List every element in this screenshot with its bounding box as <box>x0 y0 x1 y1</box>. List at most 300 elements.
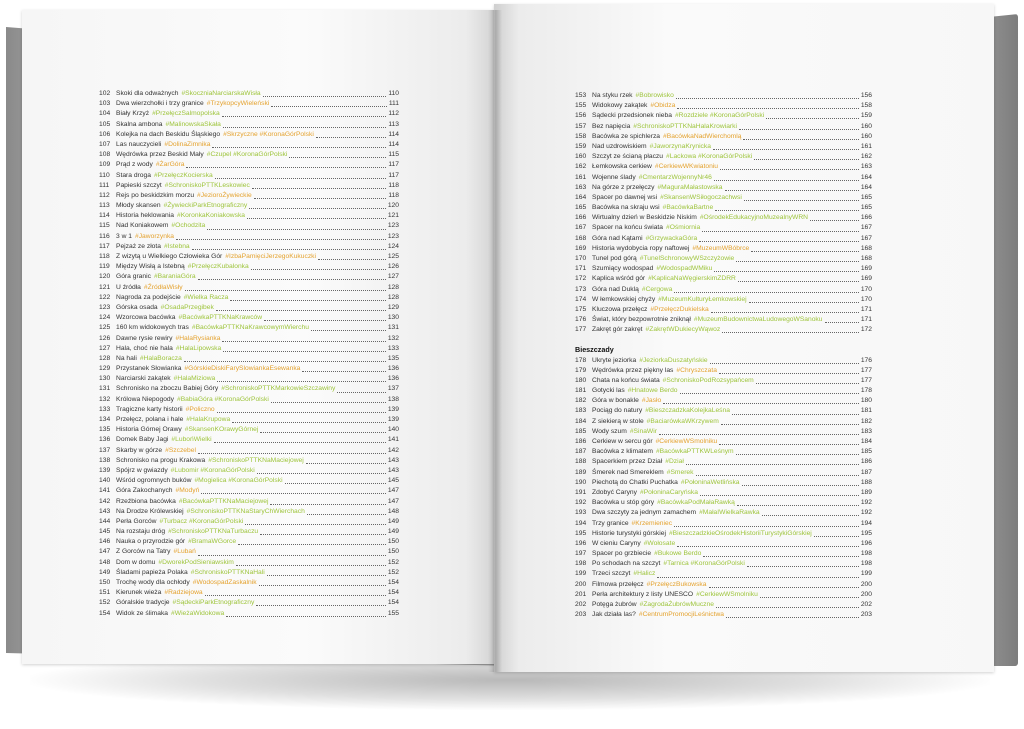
entry-hashtag: #CmentarzWojennyNr46 <box>638 173 712 181</box>
entry-hashtag: #ŹródłaWisły <box>143 283 183 291</box>
toc-entry <box>99 160 399 170</box>
toc-entry <box>99 558 399 568</box>
entry-title: Domek Baby Jagi <box>116 436 169 444</box>
dot-leader <box>749 301 859 303</box>
entry-page-number: 115 <box>388 151 399 159</box>
entry-title: Na hali <box>116 354 137 362</box>
entry-number: 176 <box>575 316 587 324</box>
dot-leader <box>713 148 859 150</box>
entry-number: 127 <box>99 344 111 352</box>
entry-hashtag: #Ochodzita <box>171 222 206 230</box>
entry-title: Góra nad Kątami <box>592 234 643 242</box>
dot-leader <box>756 382 859 384</box>
dot-leader <box>744 199 859 201</box>
dot-leader <box>663 402 859 404</box>
entry-number: 122 <box>99 293 111 301</box>
entry-title: Kierunek wieża <box>116 589 162 597</box>
book-spine-gutter <box>488 10 502 672</box>
entry-title: Przełęcz, polana i hale <box>116 416 184 423</box>
entry-page-number: 184 <box>860 438 872 445</box>
entry-number: 116 <box>99 232 110 240</box>
entry-page-number: 166 <box>860 214 872 222</box>
dot-leader <box>657 576 859 578</box>
entry-page-number: 155 <box>387 609 399 617</box>
entry-number: 167 <box>575 224 587 232</box>
entry-page-number: 199 <box>860 570 872 578</box>
dot-leader <box>743 138 858 140</box>
entry-page-number: 110 <box>388 90 399 97</box>
entry-hashtag: #Turbacz #KoronaGórPolski <box>159 517 244 525</box>
toc-entry <box>575 600 872 610</box>
entry-page-number: 168 <box>860 255 872 262</box>
entry-page-number: 198 <box>860 550 872 558</box>
toc-entry <box>99 354 399 364</box>
dot-leader <box>711 311 859 313</box>
toc-entry <box>575 580 872 590</box>
dot-leader <box>205 594 386 596</box>
dot-leader <box>747 565 859 567</box>
entry-title: Historia wydobycia ropy naftowej <box>592 244 690 252</box>
entry-page-number: 132 <box>387 334 399 342</box>
entry-title: Nad Koniakowem <box>116 222 169 230</box>
entry-number: 104 <box>99 110 111 118</box>
toc-entry <box>575 356 872 366</box>
entry-title: Kaplica wśród gór <box>592 275 646 283</box>
entry-title: Górska osada <box>116 303 158 311</box>
entry-hashtag: #WieżaWidokowa <box>171 609 225 617</box>
toc-entry <box>575 244 872 254</box>
toc-entry <box>99 242 399 252</box>
entry-title: Na Drodze Królewskiej <box>116 507 184 515</box>
entry-hashtag: #JeziorkaDuszatyńskie <box>639 356 708 364</box>
toc-entry <box>99 130 399 140</box>
left-table-of-contents <box>99 89 399 619</box>
entry-page-number: 192 <box>860 499 872 507</box>
entry-number: 157 <box>575 122 587 130</box>
toc-entry <box>575 91 872 101</box>
dot-leader <box>264 319 386 321</box>
entry-number: 111 <box>99 181 110 189</box>
entry-title: Jak działa las? <box>592 611 636 619</box>
entry-page-number: 126 <box>387 263 399 271</box>
entry-page-number: 170 <box>860 295 872 303</box>
toc-entry <box>99 456 399 466</box>
entry-title: Spacer po dawnej wsi <box>592 193 658 201</box>
entry-number: 162 <box>575 163 587 171</box>
entry-number: 137 <box>99 446 111 454</box>
toc-entry <box>99 323 399 333</box>
entry-page-number: 111 <box>388 100 399 108</box>
entry-hashtag: #PrzełęczSalmopolska <box>152 110 220 118</box>
entry-hashtag: #BacówkaPTTKNaKrawców <box>178 314 263 322</box>
entry-title: Dwa szczyty za jednym zamachem <box>592 509 697 517</box>
entry-page-number: 143 <box>387 466 399 474</box>
entry-page-number: 200 <box>860 580 872 588</box>
entry-page-number: 123 <box>387 232 399 240</box>
entry-page-number: 140 <box>387 426 399 434</box>
entry-hashtag: #Policzno <box>185 405 215 413</box>
entry-hashtag: #BabiaGóra #KoronaGórPolski <box>177 395 269 403</box>
entry-number: 118 <box>99 253 110 260</box>
dot-leader <box>230 299 386 301</box>
entry-page-number: 147 <box>387 497 399 505</box>
entry-hashtag: #MałaIWielkaRawka <box>699 509 760 517</box>
entry-title: Góra Zakochanych <box>116 487 173 495</box>
dot-leader <box>742 484 859 486</box>
entry-number: 177 <box>575 326 587 334</box>
entry-page-number: 128 <box>387 283 399 291</box>
dot-leader <box>260 533 386 535</box>
dot-leader <box>686 463 859 465</box>
entry-number: 108 <box>99 151 111 159</box>
dot-leader <box>201 492 386 494</box>
entry-title: W cieniu Caryny <box>592 539 641 547</box>
entry-title: Nagroda za podejście <box>116 293 181 301</box>
dot-leader <box>252 187 386 189</box>
entry-page-number: 117 <box>388 171 399 179</box>
entry-title: Perła architektury z listy UNESCO <box>592 590 694 598</box>
toc-entry <box>99 364 399 374</box>
entry-page-number: 203 <box>860 611 872 619</box>
toc-entry <box>575 305 872 315</box>
entry-page-number: 198 <box>860 560 872 568</box>
entry-title: Spójrz w gwiazdy <box>116 466 168 474</box>
toc-entry <box>99 171 399 181</box>
toc-entry <box>575 610 872 620</box>
entry-title: Świat, który bezpowrotnie zniknął <box>592 316 691 324</box>
entry-hashtag: #Wołosate <box>643 539 676 547</box>
entry-page-number: 118 <box>388 181 399 189</box>
entry-hashtag: #BacówkaPTTKNaKrawcowymWierchu <box>191 324 309 332</box>
entry-page-number: 195 <box>860 529 872 537</box>
entry-number: 198 <box>575 560 587 568</box>
entry-number: 202 <box>575 601 587 608</box>
dot-leader <box>739 128 859 130</box>
toc-entry <box>99 405 399 415</box>
entry-number: 149 <box>99 568 111 576</box>
entry-hashtag: #MuzeumWBóbrce <box>692 244 750 252</box>
dot-leader <box>217 380 386 382</box>
entry-hashtag: #Dział <box>665 458 684 466</box>
dot-leader <box>222 340 385 342</box>
entry-hashtag: #SinaWir <box>629 427 657 435</box>
toc-entry <box>575 376 872 386</box>
entry-hashtag: #Czupel #KoronaGórPolski <box>206 151 288 159</box>
dot-leader <box>710 362 859 364</box>
entry-title: Dom w domu <box>116 558 156 566</box>
dot-leader <box>726 616 859 618</box>
entry-page-number: 176 <box>860 356 872 364</box>
entry-title: Pociąg do natury <box>592 407 643 415</box>
toc-entry <box>99 578 399 588</box>
entry-title: Łemkowska cerkiew <box>592 163 652 171</box>
entry-hashtag: #BacówkaPodMałaRawką <box>657 499 735 507</box>
entry-title: Między Wisłą a Istebną <box>116 263 185 271</box>
entry-title: Na styku rzek <box>592 92 633 99</box>
toc-entry <box>99 313 399 323</box>
entry-page-number: 189 <box>860 488 872 496</box>
toc-entry <box>575 457 872 467</box>
entry-page-number: 127 <box>387 273 399 281</box>
entry-title: Wśród ogromnych buków <box>116 477 192 485</box>
entry-number: 125 <box>99 324 111 332</box>
entry-title: Wędrówka przez Beskid Mały <box>116 151 204 159</box>
entry-page-number: 171 <box>860 316 872 324</box>
dot-leader <box>217 411 386 413</box>
entry-number: 103 <box>99 100 111 108</box>
entry-title: Wzorcowa bacówka <box>116 314 176 322</box>
entry-number: 197 <box>575 550 587 558</box>
entry-page-number: 163 <box>860 163 872 171</box>
entry-title: Spacer na końcu świata <box>592 224 664 232</box>
entry-hashtag: #Bukowe Berdo <box>654 550 702 558</box>
dot-leader <box>223 350 386 352</box>
entry-title: Historia heklowania <box>116 212 174 220</box>
entry-number: 182 <box>575 397 587 405</box>
dot-leader <box>259 584 386 586</box>
toc-entry <box>99 252 399 262</box>
dot-leader <box>696 474 859 476</box>
entry-page-number: 169 <box>860 275 872 283</box>
entry-page-number: 181 <box>860 407 872 415</box>
entry-number: 126 <box>99 334 111 342</box>
entry-title: Bacówka na skraju wsi <box>592 204 660 212</box>
entry-page-number: 162 <box>860 153 872 161</box>
entry-hashtag: #HalaLipowska <box>175 344 222 352</box>
entry-page-number: 160 <box>860 122 872 130</box>
toc-entry <box>575 529 872 539</box>
toc-entry <box>575 508 872 518</box>
entry-hashtag: #BacówkaPTTKNaMaciejowej <box>178 497 269 505</box>
entry-hashtag: #PrzełęczDukielska <box>650 305 709 313</box>
entry-number: 109 <box>99 161 111 169</box>
entry-title: Nad uzdrowiskiem <box>592 142 647 150</box>
right-table-of-contents <box>575 91 872 620</box>
entry-title: Trzeci szczyt <box>592 570 631 578</box>
entry-title: Las nauczycieli <box>116 140 162 148</box>
dot-leader <box>311 329 386 331</box>
entry-number: 110 <box>99 171 110 179</box>
entry-title: Dawne rysie rewiry <box>116 334 173 342</box>
entry-page-number: 180 <box>860 397 872 405</box>
entry-title: Wody szum <box>592 427 627 435</box>
toc-entry <box>99 201 399 211</box>
entry-number: 187 <box>575 448 587 456</box>
toc-entry <box>575 254 872 264</box>
entry-page-number: 177 <box>860 376 872 384</box>
toc-entry <box>99 211 399 221</box>
entry-page-number: 185 <box>860 448 872 456</box>
dot-leader <box>270 503 385 505</box>
toc-entry <box>99 598 399 608</box>
toc-entry <box>99 334 399 344</box>
toc-entry <box>99 303 399 313</box>
entry-hashtag: #SchroniskoPTTKNaTurbaczu <box>168 528 259 536</box>
dot-leader <box>722 331 859 333</box>
dot-leader <box>716 606 859 608</box>
entry-number: 200 <box>575 580 587 588</box>
entry-page-number: 192 <box>860 509 872 517</box>
toc-entry <box>99 537 399 547</box>
entry-hashtag: #Ośmiornia <box>666 224 701 232</box>
toc-entry <box>99 232 399 242</box>
entry-number: 183 <box>575 407 587 415</box>
entry-number: 174 <box>575 295 587 303</box>
entry-title: Po schodach na szczyt <box>592 560 661 568</box>
entry-page-number: 183 <box>860 427 872 435</box>
dot-leader <box>212 146 386 148</box>
entry-page-number: 136 <box>387 365 399 373</box>
entry-title: Historia Górnej Orawy <box>116 426 182 434</box>
dot-leader <box>226 615 386 617</box>
toc-entry <box>575 132 872 142</box>
dot-leader <box>736 260 859 262</box>
dot-leader <box>223 126 386 128</box>
entry-title: 160 km widokowych tras <box>116 324 189 332</box>
entry-number: 180 <box>575 376 587 384</box>
entry-title: Z Gorców na Tatry <box>116 548 171 556</box>
entry-title: Filmowa przełęcz <box>592 580 644 588</box>
entry-number: 173 <box>575 285 587 293</box>
entry-number: 115 <box>99 222 110 230</box>
entry-page-number: 141 <box>387 436 399 444</box>
dot-leader <box>245 523 386 525</box>
entry-title: Bacówka u stóp góry <box>592 499 655 507</box>
entry-hashtag: #Jasło <box>641 397 662 405</box>
entry-title: Z siekierą w stole <box>592 417 644 425</box>
entry-hashtag: #PrzełęczKubalonka <box>187 263 249 271</box>
entry-title: Góra nad Duklą <box>592 285 639 293</box>
toc-entry <box>575 111 872 121</box>
entry-title: Zdobyć Caryny <box>592 488 637 496</box>
entry-page-number: 125 <box>387 253 399 260</box>
dot-leader <box>715 209 859 211</box>
entry-number: 130 <box>99 375 111 383</box>
entry-title: Narciarski zakątek <box>116 375 171 383</box>
entry-hashtag: #BramaWGorce <box>188 538 237 546</box>
toc-entry <box>99 140 399 150</box>
entry-hashtag: #BacówkaBartne <box>662 204 714 212</box>
entry-page-number: 164 <box>860 173 872 181</box>
toc-entry <box>575 478 872 488</box>
entry-hashtag: #CentrumPromocjiLeśnictwa <box>638 611 724 619</box>
entry-page-number: 131 <box>387 324 399 332</box>
entry-number: 150 <box>99 579 111 586</box>
entry-hashtag: #SchroniskoPTTKNaMaciejowej <box>208 456 304 464</box>
entry-number: 190 <box>575 478 587 486</box>
toc-entry <box>99 517 399 527</box>
toc-entry <box>575 173 872 183</box>
entry-number: 165 <box>575 204 587 212</box>
entry-hashtag: #JezioroŻywieckie <box>197 191 252 199</box>
toc-entry <box>99 262 399 272</box>
dot-leader <box>192 248 386 250</box>
entry-hashtag: #Lubań <box>173 548 196 556</box>
entry-hashtag: #SchroniskoPTTKMarkowieSzczawiny <box>221 385 336 393</box>
toc-entry <box>575 234 872 244</box>
entry-title: Młody skansen <box>116 202 161 210</box>
toc-entry <box>99 191 399 201</box>
entry-title: Pejzaż ze złota <box>116 242 161 250</box>
entry-page-number: 150 <box>387 548 399 556</box>
dot-leader <box>677 107 859 109</box>
entry-title: W łemkowskiej chyży <box>592 295 656 303</box>
entry-page-number: 168 <box>860 244 872 252</box>
entry-page-number: 164 <box>860 183 872 191</box>
entry-page-number: 129 <box>387 303 399 311</box>
entry-number: 191 <box>575 488 587 496</box>
entry-page-number: 121 <box>387 212 399 220</box>
entry-page-number: 138 <box>387 395 399 403</box>
entry-hashtag: #ZagrodaŻubrówMuczne <box>639 601 714 608</box>
dot-leader <box>709 586 859 588</box>
entry-number: 136 <box>99 436 111 444</box>
toc-entry <box>99 425 399 435</box>
entry-page-number: 159 <box>860 112 872 120</box>
dot-leader <box>238 543 386 545</box>
entry-title: Schronisko na zboczu Babiej Góry <box>116 385 219 393</box>
entry-number: 179 <box>575 366 587 374</box>
entry-title: Rzeźbiona bacówka <box>116 497 176 505</box>
toc-entry <box>99 588 399 598</box>
entry-title: U źródła <box>116 283 141 291</box>
entry-hashtag: #Smerek <box>666 468 694 476</box>
dot-leader <box>267 574 386 576</box>
entry-page-number: 113 <box>388 120 399 128</box>
toc-entry <box>575 264 872 274</box>
entry-hashtag: #Krzemieniec <box>631 519 673 527</box>
dot-leader <box>316 136 387 138</box>
entry-number: 201 <box>575 590 587 598</box>
dot-leader <box>185 289 386 291</box>
toc-entry <box>99 272 399 282</box>
entry-hashtag: #SkoczniaNarciarskaWisła <box>181 90 261 97</box>
dot-leader <box>676 97 859 99</box>
dot-leader <box>810 219 859 221</box>
dot-leader <box>720 168 859 170</box>
entry-hashtag: #HalaBoracza <box>139 354 182 362</box>
dot-leader <box>337 391 385 393</box>
entry-title: Góra w bonakle <box>592 397 639 405</box>
toc-entry <box>575 417 872 427</box>
entry-hashtag: #MaguraMałastowska <box>657 183 723 191</box>
dot-leader <box>659 433 859 435</box>
entry-title: Skalna ambona <box>116 120 163 128</box>
entry-page-number: 114 <box>388 130 399 138</box>
dot-leader <box>721 423 859 425</box>
dot-leader <box>254 197 387 199</box>
entry-page-number: 171 <box>860 305 872 313</box>
entry-title: Sądecki przedsionek nieba <box>592 112 672 120</box>
entry-page-number: 114 <box>388 140 399 148</box>
entry-number: 129 <box>99 365 111 373</box>
toc-entry <box>575 315 872 325</box>
entry-title: Bacówka ze spichlerza <box>592 132 661 140</box>
entry-number: 164 <box>575 193 587 201</box>
entry-number: 133 <box>99 405 111 413</box>
entry-hashtag: #Lackowa #KoronaGórPolski <box>666 153 753 161</box>
entry-number: 128 <box>99 354 111 362</box>
toc-entry <box>575 519 872 529</box>
entry-number: 153 <box>575 92 587 99</box>
toc-entry <box>99 609 399 619</box>
entry-title: Na rozstaju dróg <box>116 528 166 536</box>
entry-hashtag: #ŻywieckiParkEtnograficzny <box>163 202 248 210</box>
entry-number: 124 <box>99 314 111 322</box>
entry-number: 117 <box>99 242 110 250</box>
entry-hashtag: #SkansenWSiłogoczachwsi <box>660 193 742 201</box>
dot-leader <box>289 156 386 158</box>
